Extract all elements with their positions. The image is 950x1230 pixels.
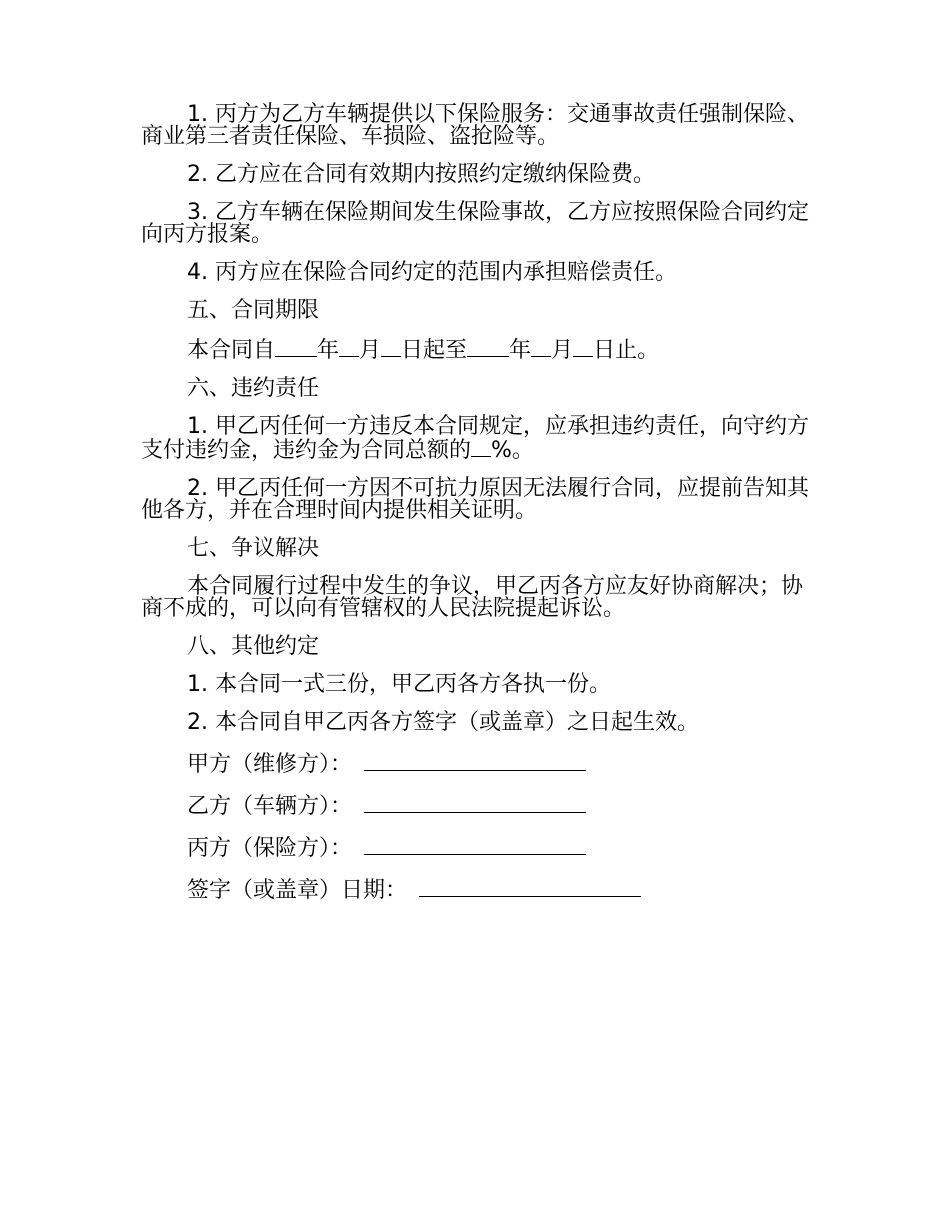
blank-day-start <box>381 338 401 357</box>
signature-line-party-b[interactable] <box>364 792 586 813</box>
signature-date <box>141 876 813 902</box>
signature-label-date: 签字（或盖章）日期： <box>187 878 408 903</box>
term-month-2: 月 <box>551 338 574 363</box>
clause-insurance-services: 1. 丙方为乙方车辆提供以下保险服务：交通事故责任强制保险、商业第三者责任保险、车损险、盗抢险等。 <box>141 102 809 149</box>
blank-month-end <box>531 338 551 357</box>
document-body <box>141 104 813 918</box>
signature-label-party-c: 丙方（保险方）： <box>187 836 353 861</box>
signature-party-a <box>141 750 813 776</box>
blank-year-start <box>275 338 317 357</box>
blank-year-end <box>467 338 509 357</box>
clause-force-majeure: 2. 甲乙丙任何一方因不可抗力原因无法履行合同，应提前告知其他各方，并在合理时间内提供相关证明。 <box>141 476 809 523</box>
section-heading-term: 五、合同期限 <box>187 298 320 323</box>
breach-percent: %。 <box>491 438 534 463</box>
signature-party-c <box>141 834 813 860</box>
term-prefix: 本合同自 <box>187 338 276 363</box>
signature-line-party-c[interactable] <box>364 834 586 855</box>
blank-day-end <box>573 338 593 357</box>
signature-label-party-b: 乙方（车辆方）： <box>187 794 353 819</box>
breach-text: 1. 甲乙丙任何一方违反本合同规定，应承担违约责任，向守约方支付违约金，违约金为合同总额的 <box>141 414 809 463</box>
section-heading-dispute: 七、争议解决 <box>187 536 320 561</box>
signature-party-b <box>141 792 813 818</box>
clause-breach-penalty <box>141 416 813 462</box>
clause-effective: 2. 本合同自甲乙丙各方签字（或盖章）之日起生效。 <box>187 710 699 735</box>
clause-accident-report: 3. 乙方车辆在保险期间发生保险事故，乙方应按照保险合同约定向丙方报案。 <box>141 200 809 247</box>
clause-dispute-resolution: 本合同履行过程中发生的争议，甲乙丙各方应友好协商解决；协商不成的，可以向有管辖权的人民法院提起诉讼。 <box>141 574 804 621</box>
clause-compensation: 4. 丙方应在保险合同约定的范围内承担赔偿责任。 <box>187 260 677 285</box>
term-day-2: 日止。 <box>593 338 660 363</box>
blank-penalty-percent <box>471 438 491 457</box>
section-heading-other: 八、其他约定 <box>187 634 320 659</box>
clause-copies: 1. 本合同一式三份，甲乙丙各方各执一份。 <box>187 672 611 697</box>
signature-line-date[interactable] <box>419 876 641 897</box>
signature-label-party-a: 甲方（维修方）： <box>187 752 353 777</box>
term-year-2: 年 <box>509 338 532 363</box>
section-heading-breach: 六、违约责任 <box>187 376 320 401</box>
clause-premium-payment: 2. 乙方应在合同有效期内按照约定缴纳保险费。 <box>187 162 655 187</box>
signature-line-party-a[interactable] <box>364 750 586 771</box>
clause-contract-term <box>141 338 813 362</box>
term-day-1: 日起至 <box>401 338 468 363</box>
blank-month-start <box>339 338 359 357</box>
term-month-1: 月 <box>359 338 382 363</box>
term-year-1: 年 <box>317 338 340 363</box>
